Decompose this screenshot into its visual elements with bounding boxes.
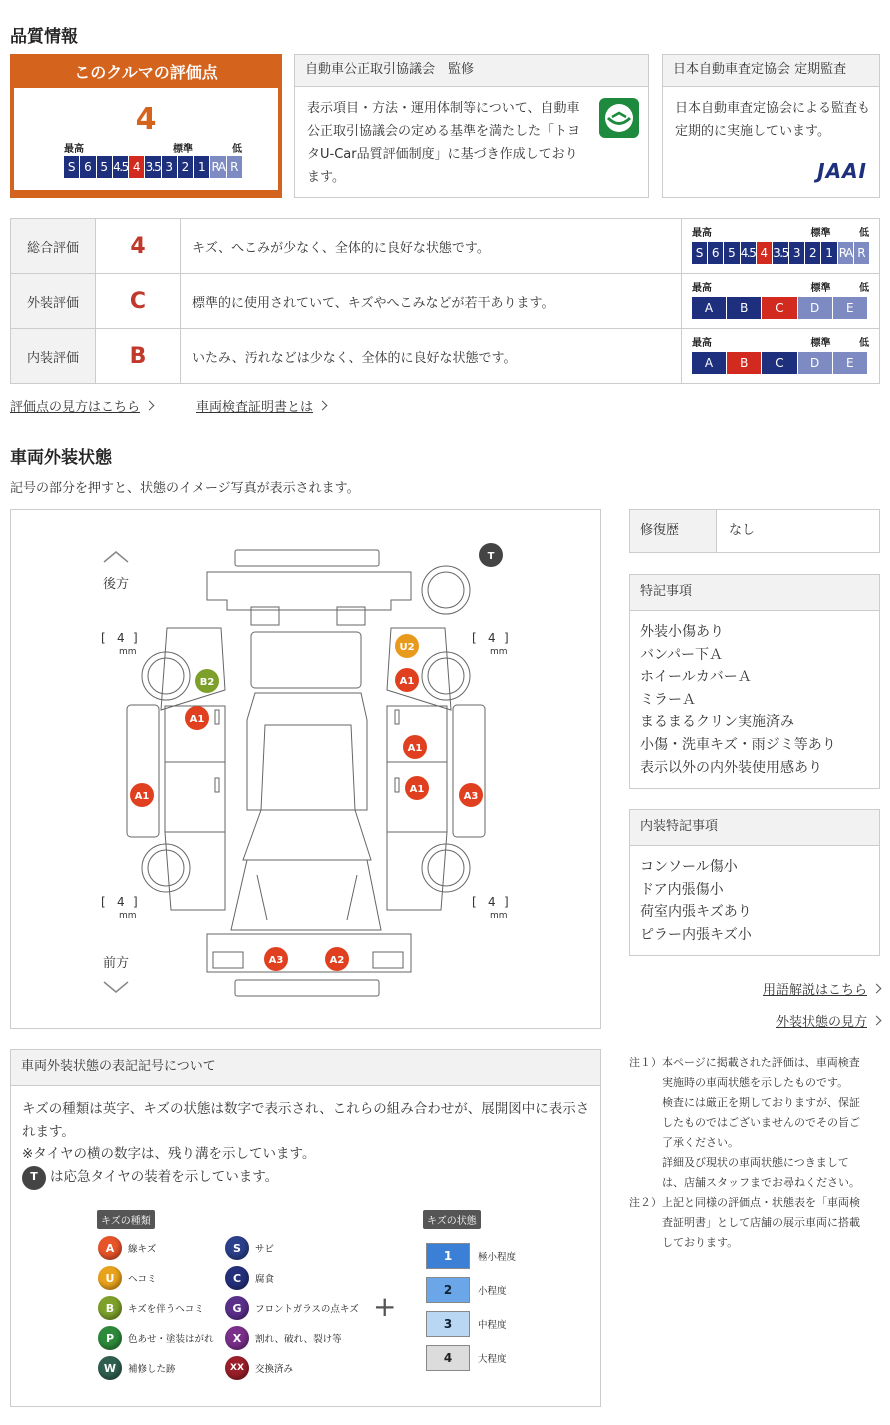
scale-std-label: 標準 — [810, 338, 831, 349]
tread-unit: mm — [119, 647, 137, 657]
grade-cell: A — [692, 352, 726, 374]
aucra-box — [294, 54, 649, 198]
chevron-right-icon — [872, 984, 882, 994]
special-note-item: 表示以外の内外装使用感あり — [640, 759, 822, 776]
repair-history-value: なし — [729, 523, 756, 538]
damage-type-label: キズを伴うヘコミ — [128, 1304, 204, 1315]
damage-type-badge: S — [225, 1236, 249, 1260]
grade-cell: 1 — [194, 156, 209, 178]
scale-high-label: 最高 — [691, 228, 712, 239]
damage-state-label: 大程度 — [478, 1354, 507, 1365]
grade-cell: 2 — [178, 156, 193, 178]
evaluation-scale — [681, 219, 879, 274]
damage-type-label: 割れ、破れ、裂け等 — [255, 1334, 342, 1345]
grade-cell: 6 — [80, 156, 95, 178]
grade-cell: R — [227, 156, 242, 178]
svg-text:]: ] — [504, 895, 509, 909]
grade-cell: 1 — [821, 242, 836, 264]
legend-line1: キズの種類は英字、キズの状態は数字で表示され、これらの組み合わせが、展開図中に表示されます。 — [22, 1101, 590, 1140]
score-box-title: このクルマの評価点 — [74, 63, 218, 82]
damage-mark[interactable] — [325, 947, 349, 971]
damage-type-badge: B — [98, 1296, 122, 1320]
damage-type-badge: X — [225, 1326, 249, 1350]
damage-mark[interactable] — [395, 668, 419, 692]
repair-history-box — [629, 509, 880, 553]
damage-type-badge: A — [98, 1236, 122, 1260]
grade-cell: 4.5 — [741, 242, 756, 264]
damage-type-item — [98, 1356, 176, 1380]
legend-box — [10, 1049, 601, 1407]
damage-mark[interactable] — [195, 669, 219, 693]
grade-cell: 6 — [708, 242, 723, 264]
svg-text:]: ] — [133, 895, 138, 909]
grade-strip — [692, 352, 869, 374]
footnote-line: しております。 — [662, 1236, 739, 1249]
grade-cell: C — [762, 352, 796, 374]
footnote-line: は、店舗スタッフまでお尋ねください。 — [662, 1176, 860, 1189]
score-grade-strip — [64, 156, 242, 178]
damage-type-label: 腐食 — [255, 1274, 275, 1285]
repair-history-label: 修復歴 — [630, 510, 717, 552]
damage-state-item — [426, 1311, 507, 1337]
special-notes-box — [629, 574, 880, 789]
grade-cell: 3.5 — [773, 242, 788, 264]
grade-cell: E — [833, 352, 867, 374]
svg-text:U2: U2 — [399, 642, 415, 653]
evaluation-label: 総合評価 — [11, 219, 96, 274]
special-note-item: 外装小傷あり — [640, 624, 724, 640]
grade-cell: D — [798, 352, 832, 374]
damage-state-label: 小程度 — [478, 1286, 507, 1297]
svg-text:[: [ — [101, 631, 106, 645]
damage-mark[interactable] — [403, 735, 427, 759]
damage-mark[interactable] — [395, 634, 419, 658]
special-note-item: ホイールカバーＡ — [640, 669, 752, 686]
damage-type-item — [225, 1296, 359, 1320]
grade-cell: RA — [210, 156, 225, 178]
glossary-link[interactable]: 用語解説はこちら — [763, 979, 880, 998]
evaluation-text: キズ、へこみが少なく、全体的に良好な状態です。 — [181, 219, 682, 274]
interior-note-item: 荷室内張キズあり — [640, 904, 752, 921]
legend-line2: ※タイヤの横の数字は、残り溝を示しています。 — [22, 1146, 316, 1162]
damage-state-item — [426, 1345, 507, 1371]
interior-note-item: ピラー内張キズ小 — [640, 926, 752, 943]
grade-cell: A — [692, 297, 726, 319]
car-diagram-box — [10, 509, 601, 1029]
spare-tire-icon: T — [22, 1166, 46, 1190]
svg-text:A1: A1 — [189, 714, 205, 725]
grade-cell: 5 — [97, 156, 112, 178]
svg-text:[: [ — [472, 895, 477, 909]
tread-fr: 4 — [488, 895, 496, 909]
grade-cell: R — [854, 242, 869, 264]
footnote-line: 検査には厳正を期しておりますが、保証 — [662, 1096, 860, 1109]
grade-cell: 4 — [129, 156, 144, 178]
grade-cell: 3 — [789, 242, 804, 264]
tread-unit: mm — [119, 911, 137, 921]
special-notes-title: 特記事項 — [630, 575, 879, 611]
grade-strip — [692, 242, 869, 264]
damage-state-badge: 3 — [426, 1311, 470, 1337]
footnote-line: 詳細及び現状の車両状態につきまして — [662, 1156, 849, 1169]
svg-text:A1: A1 — [399, 676, 415, 687]
evaluation-table — [10, 218, 880, 384]
grade-cell: S — [64, 156, 79, 178]
evaluation-label: 内装評価 — [11, 329, 96, 384]
footnote-line: 了承ください。 — [662, 1136, 739, 1149]
damage-type-label: 交換済み — [255, 1364, 294, 1375]
rear-label: 後方 — [103, 577, 130, 592]
damage-type-badge: W — [98, 1356, 122, 1380]
damage-type-badge: C — [225, 1266, 249, 1290]
exterior-howto-link[interactable]: 外装状態の見方 — [776, 1011, 880, 1030]
svg-text:T: T — [487, 551, 495, 562]
damage-type-item — [225, 1326, 342, 1350]
scale-std-label: 標準 — [173, 144, 193, 155]
grade-cell: C — [762, 297, 796, 319]
damage-state-item — [426, 1277, 507, 1303]
grade-strip — [692, 297, 869, 319]
tread-rl: 4 — [117, 631, 125, 645]
exterior-subtext: 記号の部分を押すと、状態のイメージ写真が表示されます。 — [10, 481, 360, 496]
damage-mark[interactable] — [459, 783, 483, 807]
front-label: 前方 — [103, 956, 130, 971]
tread-unit: mm — [490, 647, 508, 657]
jaai-logo: JAAI — [817, 159, 867, 183]
grade-cell: S — [692, 242, 707, 264]
handshake-logo-icon — [598, 97, 640, 139]
scale-std-label: 標準 — [810, 228, 831, 239]
damage-type-badge: P — [98, 1326, 122, 1350]
damage-mark[interactable] — [405, 776, 429, 800]
damage-type-label: 色あせ・塗装はがれ — [128, 1334, 214, 1345]
damage-state-label: 中程度 — [478, 1320, 507, 1331]
score-value: 4 — [135, 102, 157, 137]
damage-state-title: キズの状態 — [423, 1210, 481, 1229]
jaai-title: 日本自動車査定協会 定期監査 — [663, 55, 879, 87]
evaluation-text: いたみ、汚れなどは少なく、全体的に良好な状態です。 — [181, 329, 682, 384]
damage-type-item — [98, 1296, 204, 1320]
spare-tire-mark[interactable] — [479, 543, 503, 567]
interior-note-item: コンソール傷小 — [640, 859, 738, 875]
damage-state-item — [426, 1243, 516, 1269]
evaluation-row — [11, 274, 880, 329]
damage-type-item — [98, 1326, 214, 1350]
svg-text:A3: A3 — [463, 791, 479, 802]
grade-cell: 3.5 — [145, 156, 160, 178]
special-note-item: 小傷・洗車キズ・雨ジミ等あり — [640, 736, 836, 753]
score-box — [10, 54, 282, 198]
evaluation-scale — [681, 329, 879, 384]
interior-notes-list — [630, 846, 879, 946]
damage-type-item — [225, 1356, 293, 1380]
scale-low-label: 低 — [859, 338, 869, 349]
footnote-line: 上記と同様の評価点・状態表を「車両検 — [662, 1196, 860, 1209]
footnote1-label: 注１） — [629, 1056, 662, 1069]
footnote-line: したものではございませんのでその旨ご — [662, 1116, 860, 1129]
damage-type-label: フロントガラスの点キズ — [255, 1304, 359, 1315]
svg-text:A2: A2 — [329, 955, 345, 966]
evaluation-row — [11, 329, 880, 384]
cert-link[interactable]: 車両検査証明書とは — [196, 396, 326, 415]
damage-type-item — [225, 1266, 274, 1290]
damage-type-item — [98, 1266, 157, 1290]
quality-heading: 品質情報 — [10, 27, 78, 47]
interior-note-item: ドア内張傷小 — [640, 881, 724, 898]
grade-cell: E — [833, 297, 867, 319]
tread-rr: 4 — [488, 631, 496, 645]
damage-type-label: 線キズ — [128, 1244, 157, 1255]
scale-std-label: 標準 — [810, 283, 831, 294]
jaai-body: 日本自動車査定協会による監査も定期的に実施しています。 — [675, 101, 871, 139]
evaluation-value: B — [96, 329, 181, 384]
damage-type-label: サビ — [255, 1244, 275, 1255]
damage-mark[interactable] — [264, 947, 288, 971]
grade-cell: 3 — [162, 156, 177, 178]
scale-low-label: 低 — [232, 144, 242, 155]
scale-high-label: 最高 — [691, 338, 712, 349]
grade-cell: 5 — [724, 242, 739, 264]
grade-cell: B — [727, 352, 761, 374]
evaluation-text: 標準的に使用されていて、キズやへこみなどが若干あります。 — [181, 274, 682, 329]
footnote2-label: 注２） — [629, 1196, 662, 1209]
damage-state-badge: 4 — [426, 1345, 470, 1371]
svg-text:A1: A1 — [407, 743, 423, 754]
damage-type-item — [98, 1236, 156, 1260]
svg-text:A1: A1 — [134, 791, 150, 802]
evaluation-value: C — [96, 274, 181, 329]
evaluation-value: 4 — [96, 219, 181, 274]
damage-type-item — [225, 1236, 274, 1260]
damage-state-label: 極小程度 — [478, 1252, 517, 1263]
footnote-line: 査証明書」として店舗の展示車両に搭載 — [662, 1216, 860, 1229]
car-diagram — [11, 510, 600, 1028]
footnotes — [629, 1053, 884, 1253]
chevron-right-icon — [318, 401, 328, 411]
damage-type-label: ヘコミ — [128, 1274, 157, 1285]
exterior-heading: 車両外装状態 — [10, 448, 112, 468]
damage-type-badge: U — [98, 1266, 122, 1290]
damage-mark[interactable] — [185, 706, 209, 730]
evaluation-row — [11, 219, 880, 274]
aucra-title: 自動車公正取引協議会 監修 — [295, 55, 648, 87]
legend-title: 車両外装状態の表記記号について — [11, 1050, 600, 1086]
damage-state-badge: 1 — [426, 1243, 470, 1269]
damage-type-badge: G — [225, 1296, 249, 1320]
svg-text:[: [ — [472, 631, 477, 645]
damage-type-title: キズの種類 — [97, 1210, 155, 1229]
special-notes-list — [630, 611, 879, 779]
footnote-line: 本ページに掲載された評価は、車両検査 — [662, 1056, 860, 1069]
evaluation-scale — [681, 274, 879, 329]
damage-mark[interactable] — [130, 783, 154, 807]
interior-notes-box — [629, 809, 880, 956]
scale-low-label: 低 — [859, 228, 869, 239]
tread-fl: 4 — [117, 895, 125, 909]
scale-low-label: 低 — [859, 283, 869, 294]
grade-cell: RA — [838, 242, 853, 264]
damage-type-label: 補修した跡 — [128, 1364, 176, 1375]
special-note-item: ミラーＡ — [640, 691, 696, 708]
grade-cell: 2 — [805, 242, 820, 264]
scale-high-label: 最高 — [691, 283, 712, 294]
grade-cell: D — [798, 297, 832, 319]
interior-notes-title: 内装特記事項 — [630, 810, 879, 846]
plus-icon: + — [373, 1290, 397, 1323]
footnote-line: 実施時の車両状態を示したものです。 — [662, 1076, 849, 1089]
damage-type-badge: XX — [225, 1356, 249, 1380]
special-note-item: バンパー下Ａ — [640, 646, 724, 663]
scale-high-label: 最高 — [64, 144, 84, 155]
svg-text:B2: B2 — [199, 677, 215, 688]
svg-text:]: ] — [133, 631, 138, 645]
evaluation-label: 外装評価 — [11, 274, 96, 329]
chevron-right-icon — [872, 1016, 882, 1026]
grade-cell: B — [727, 297, 761, 319]
svg-text:A3: A3 — [268, 955, 284, 966]
aucra-body: 表示項目・方法・運用体制等について、自動車公正取引協議会の定める基準を満たした「トヨタU-Car品質評価制度」に基づき作成しております。 — [307, 101, 581, 185]
damage-state-badge: 2 — [426, 1277, 470, 1303]
svg-text:A1: A1 — [409, 784, 425, 795]
grade-cell: 4.5 — [113, 156, 128, 178]
grade-cell: 4 — [757, 242, 772, 264]
svg-text:[: [ — [101, 895, 106, 909]
special-note-item: まるまるクリン実施済み — [640, 714, 794, 731]
how-to-read-link[interactable]: 評価点の見方はこちら — [10, 396, 153, 415]
legend-line3: は応急タイヤの装着を示しています。 — [50, 1169, 279, 1186]
svg-text:]: ] — [504, 631, 509, 645]
tread-unit: mm — [490, 911, 508, 921]
chevron-right-icon — [145, 401, 155, 411]
jaai-box — [662, 54, 880, 198]
